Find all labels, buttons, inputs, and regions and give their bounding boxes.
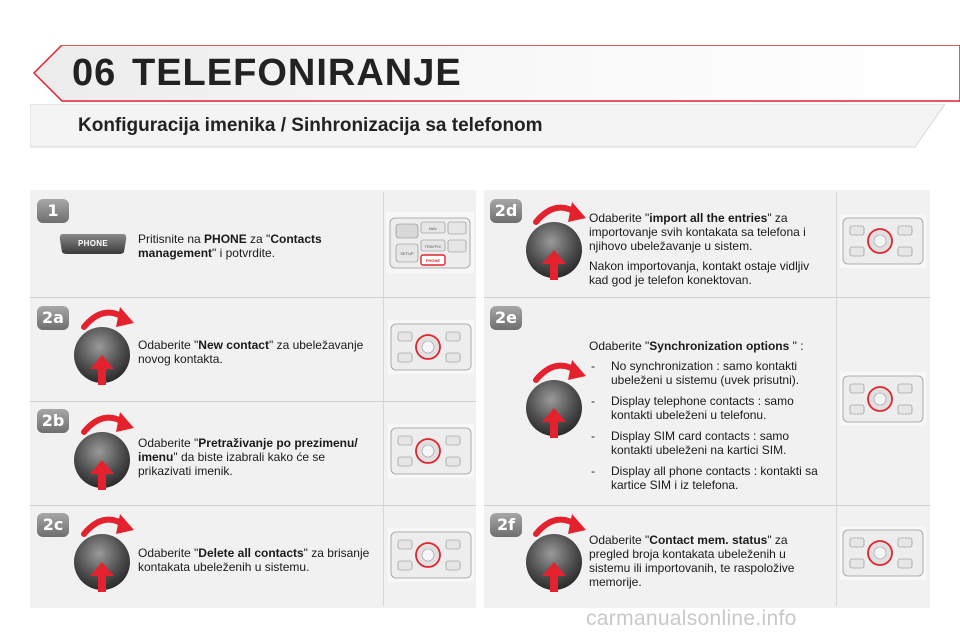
option-name: Delete all contacts bbox=[198, 546, 304, 560]
step-badge-label: 2b bbox=[41, 411, 65, 430]
step-badge-label: 2f bbox=[496, 515, 516, 534]
control-panel-image bbox=[840, 372, 926, 426]
radio-label-nav: NAV bbox=[429, 226, 437, 231]
rotary-knob-icon bbox=[516, 358, 592, 454]
row-divider bbox=[30, 297, 476, 298]
list-item: - Display telephone contacts : samo kontakti ubeleženi u telefonu. bbox=[589, 394, 829, 422]
phone-keyword: PHONE bbox=[204, 232, 247, 246]
chapter-number: 06 bbox=[72, 52, 117, 94]
step-2d-text: Odaberite "import all the entries" za importovanje svih kontakata sa telefona i njihovo ubeležavanje u sistem. Nakon importovanja, kontakt ostaje vidljiv kad god je telefon konektovan. bbox=[589, 211, 829, 293]
option-name: Synchronization options bbox=[649, 339, 790, 353]
rotary-knob-icon bbox=[516, 512, 592, 608]
rotary-knob-icon bbox=[64, 512, 140, 608]
control-panel-image bbox=[388, 424, 474, 478]
control-panel-image bbox=[840, 214, 926, 268]
option-name: Contact mem. status bbox=[649, 533, 768, 547]
control-panel-image bbox=[388, 320, 474, 374]
control-panel-image bbox=[840, 526, 926, 580]
chapter-title: TELEFONIRANJE bbox=[132, 52, 462, 94]
radio-panel-image bbox=[386, 212, 474, 274]
radio-label-phone: PHONE bbox=[425, 258, 441, 263]
section-subtitle: Konfiguracija imenika / Sinhronizacija sa telefonom bbox=[78, 115, 543, 136]
step-badge-label: 2a bbox=[42, 308, 64, 327]
step-badge-label: 2c bbox=[42, 515, 64, 534]
radio-label-traffic: TRAFFIC bbox=[424, 244, 442, 249]
column-divider bbox=[383, 192, 384, 606]
step-2d-note: Nakon importovanja, kontakt ostaje vidljiv kad god je telefon konektovan. bbox=[589, 259, 810, 287]
watermark-text: carmanualsonline.info bbox=[586, 607, 797, 630]
rotary-knob-icon bbox=[64, 410, 140, 506]
row-divider bbox=[30, 401, 476, 402]
phone-button-label: PHONE bbox=[78, 239, 108, 248]
rotary-knob-icon bbox=[516, 200, 592, 296]
step-badge-label: 2d bbox=[494, 201, 518, 220]
step-2b-text: Odaberite "Pretraživanje po prezimenu/ imenu" da biste izabrali kako će se prikazivati imenik. bbox=[138, 436, 358, 478]
row-divider bbox=[484, 505, 930, 506]
step-badge-label: 1 bbox=[47, 201, 59, 220]
step-badge-label: 2e bbox=[495, 308, 517, 327]
list-item: - No synchronization : samo kontakti ubeleženi u sistemu (uvek prisutni). bbox=[589, 359, 829, 387]
list-item: - Display all phone contacts : kontakti sa kartice SIM i iz telefona. bbox=[589, 464, 829, 492]
sync-options-list bbox=[589, 359, 829, 492]
option-name: Pretraživanje po prezimenu/ imenu bbox=[138, 436, 358, 464]
step-2f-text: Odaberite "Contact mem. status" za pregled broja kontakata ubeleženih u sistemu ili importovanih, te raspoložive memorije. bbox=[589, 533, 795, 589]
control-panel-image bbox=[388, 528, 474, 582]
step-1-text: Pritisnite na PHONE za "Contacts management" i potvrdite. bbox=[138, 232, 322, 260]
option-name: New contact bbox=[198, 338, 269, 352]
option-name: import all the entries bbox=[649, 211, 768, 225]
rotary-knob-icon bbox=[64, 305, 140, 401]
column-divider bbox=[836, 192, 837, 606]
row-divider bbox=[484, 297, 930, 298]
step-2c-text: Odaberite "Delete all contacts" za brisanje kontakata ubeleženih u sistemu. bbox=[138, 546, 370, 574]
option-name: Contacts management bbox=[138, 232, 322, 260]
radio-label-setup: SETUP bbox=[400, 251, 414, 256]
step-2e-text: Odaberite "Synchronization options " : - No synchronization : samo kontakti ubeleženi u sistemu (uvek prisutni). - Display telephone contacts : samo kontakti ubeleženi u telefonu. - Display SIM card contacts : samo kontakti ubeleženi na kartici SIM. - Display all phone contacts : kontakti sa kartice SIM i iz telefona. bbox=[589, 339, 829, 499]
step-2a-text: Odaberite "New contact" za ubeležavanje novog kontakta. bbox=[138, 338, 364, 366]
list-item: - Display SIM card contacts : samo kontakti ubeleženi na kartici SIM. bbox=[589, 429, 829, 457]
